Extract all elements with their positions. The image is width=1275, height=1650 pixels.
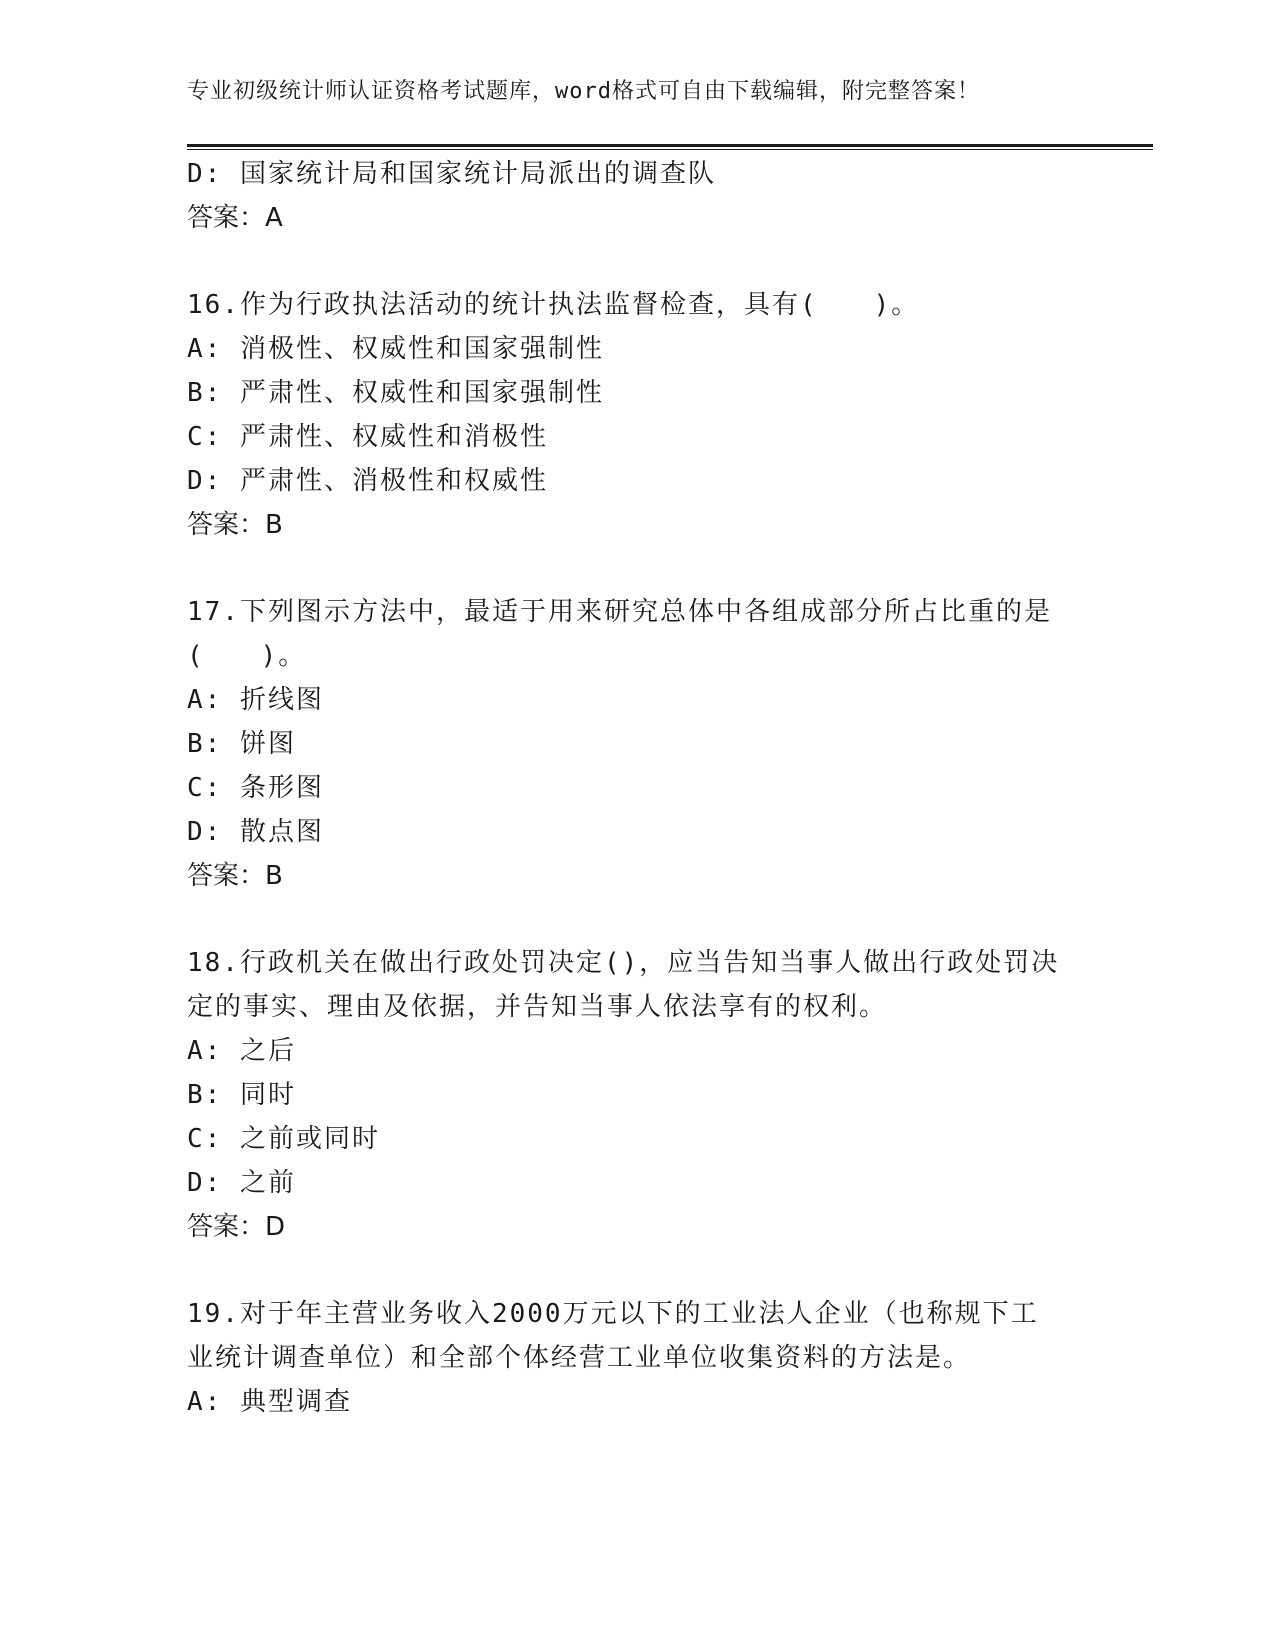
q17-option-d: D: 散点图 <box>187 817 324 847</box>
page-header: 专业初级统计师认证资格考试题库，word格式可自由下载编辑，附完整答案！ <box>187 79 980 104</box>
q16-option-c: C: 严肃性、权威性和消极性 <box>187 422 548 452</box>
q19-stem-line1: 19.对于年主营业务收入2000万元以下的工业法人企业（也称规下工 <box>187 1299 1039 1329</box>
q17-option-b: B: 饼图 <box>187 729 296 759</box>
header-divider <box>187 144 1153 150</box>
q15-option-d: D: 国家统计局和国家统计局派出的调查队 <box>187 159 716 189</box>
q17-option-a: A: 折线图 <box>187 685 324 715</box>
q18-option-a: A: 之后 <box>187 1036 296 1066</box>
q16-answer: 答案：B <box>187 510 283 540</box>
q18-option-b: B: 同时 <box>187 1080 296 1110</box>
q17-option-c: C: 条形图 <box>187 773 324 803</box>
q18-stem-line1: 18.行政机关在做出行政处罚决定()，应当告知当事人做出行政处罚决 <box>187 948 1060 978</box>
q18-option-d: D: 之前 <box>187 1168 296 1198</box>
q18-answer: 答案：D <box>187 1212 286 1242</box>
q16-option-d: D: 严肃性、消极性和权威性 <box>187 466 548 496</box>
q19-stem-line2: 业统计调查单位）和全部个体经营工业单位收集资料的方法是。 <box>187 1343 972 1373</box>
q16-option-b: B: 严肃性、权威性和国家强制性 <box>187 378 604 408</box>
q18-option-c: C: 之前或同时 <box>187 1124 380 1154</box>
q19-option-a: A: 典型调查 <box>187 1387 352 1417</box>
q18-stem-line2: 定的事实、理由及依据，并告知当事人依法享有的权利。 <box>187 992 888 1022</box>
q17-answer: 答案：B <box>187 861 283 891</box>
q15-answer: 答案：A <box>187 203 283 233</box>
q17-stem-line1: 17.下列图示方法中，最适于用来研究总体中各组成部分所占比重的是 <box>187 597 1052 627</box>
q16-option-a: A: 消极性、权威性和国家强制性 <box>187 334 604 364</box>
q17-stem-line2: ( )。 <box>187 641 307 671</box>
q16-stem: 16.作为行政执法活动的统计执法监督检查，具有( )。 <box>187 290 920 320</box>
